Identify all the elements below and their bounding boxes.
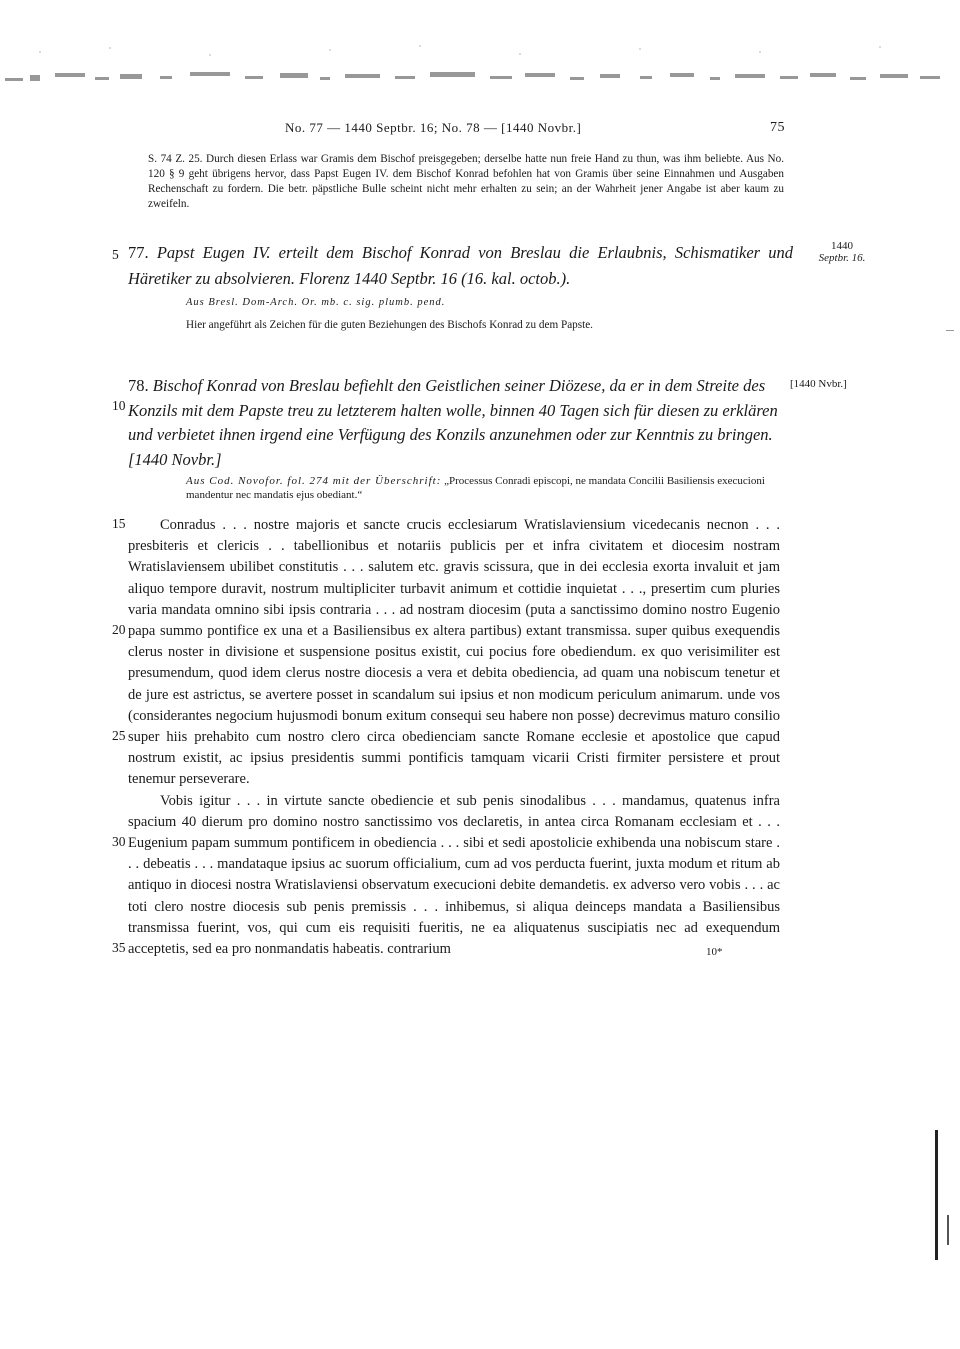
line-number-20: 20: [112, 622, 126, 637]
margin-date-77: [812, 240, 872, 264]
document-78-source: [186, 474, 786, 502]
scan-mark: [946, 330, 954, 331]
signature-mark: 10*: [706, 946, 723, 958]
line-number-25: 25: [112, 728, 126, 743]
document-78-number: 78.: [128, 376, 149, 395]
document-78-text: [128, 515, 780, 960]
introductory-note: S. 74 Z. 25. Durch diesen Erlass war Gramis dem Bischof preisgegeben; derselbe hatte nun freie Hand zu thun, was ihm beliebte. Aus No. 120 § 9 geht übrigens hervor, dass Papst Eugen IV. dem Bischof Konrad befohlen hat von Gramis über seine Einnahmen und Ausgaben Rechenschaft zu fordern. Die betr. päpstliche Bulle scheint nicht mehr erhalten zu sein; an der Wahrheit jener Angabe ist aber kaum zu zweifeln.: [148, 153, 784, 210]
line-number-5: 5: [112, 247, 119, 262]
document-77-note: Hier angeführt als Zeichen für die guten Beziehungen des Bischofs Konrad zu dem Papste.: [186, 319, 593, 331]
document-78-paragraph-1: Conradus . . . nostre majoris et sancte crucis ecclesiarum Wratislaviensium vicedecanis necnon . . . presbiteris et clericis . . tabellionibus et notariis publicis per et infra civitatem et diocesim nostram Wratislaviensem ubilibet constitutis . . . salutem etc. gravis scissura, que in dei ecclesia exorta invaluit et jam aliquo tempore duravit, nostrum multipliciter turbavit animum et cottidie inquietat . . ., presertim cum pluries varia mandata omnino sibi ipsis contraria . . . ad nostram diocesim (puta a sanctissimo domino nostro Eugenio papa summo pontifice ex una et a Basiliensibus ex altera partibus) extant transmissa. super quibus exequendis clerus noster in divisione et suspensione positus existit, cui pocius fore obediendum. ex quo verisimiliter est presumendum, quod idem clerus nostre diocesis a vera et debita obediencia, ad quam una nobiscum tenetur et de jure est astrictus, se avertere posset in scandalum sui ipsius et non modicum periculum animarum. unde vos (considerantes negocium hujusmodi bonum exitum consequi seu habere non posse) decrevimus maturo consilio super hiis prehabito cum nostro clero circa obedienciam sancte Romane ecclesie et apostolice que capud nostrum existit, ac ipsius presidentis summi pontificis tamquam vicarii Cristi firmiter persistere et prout tenemur perseverare.: [128, 517, 780, 788]
document-78-source-text: „Processus Conradi episcopi, ne mandata Concilii Basiliensis execucioni mandentur nec mandatis ejus obediant.“: [186, 475, 765, 501]
document-78-title: [128, 374, 783, 472]
page-number: 75: [770, 120, 785, 135]
document-77-title: [128, 240, 793, 292]
document-78-regest: Bischof Konrad von Breslau befiehlt den Geistlichen seiner Diözese, da er in dem Streite des Konzils mit dem Papste treu zu letzterem halten wolle, binnen 40 Tagen sich für diesen zu erklären und verbietet ihnen irgend eine Verfügung des Konzils anzunehmen oder zur Kenntnis zu bringen. [1440 Novbr.]: [128, 376, 778, 469]
document-78-source-lead: Aus Cod. Novofor. fol. 274 mit der Überschrift:: [186, 475, 442, 487]
document-77-source: Aus Bresl. Dom-Arch. Or. mb. c. sig. plumb. pend.: [186, 297, 446, 308]
running-title: No. 77 — 1440 Septbr. 16; No. 78 — [1440 Novbr.]: [285, 120, 582, 135]
line-number-15: 15: [112, 516, 126, 531]
scan-edge-mark-small: [947, 1215, 949, 1245]
document-77-regest: Papst Eugen IV. erteilt dem Bischof Konrad von Breslau die Erlaubnis, Schismatiker und Häretiker zu absolvieren. Florenz 1440 Septbr. 16 (16. kal. octob.).: [128, 243, 794, 288]
scan-edge-mark: [935, 1130, 938, 1260]
scan-noise-band: [0, 40, 960, 110]
line-number-35: 35: [112, 940, 126, 955]
margin-day-77: Septbr. 16.: [818, 252, 866, 264]
line-number-10: 10: [112, 398, 126, 413]
running-header: [285, 120, 785, 136]
margin-date-78: [1440 Nvbr.]: [790, 378, 847, 390]
document-78-paragraph-2: Vobis igitur . . . in virtute sancte obediencie et sub penis sinodalibus . . . mandamus, quatenus infra spacium 40 dierum pro domino nostro sanctissimo vos declaretis, in antea circa Romanam ecclesiam et . . . Eugenium papam summum pontificem in obediencia . . . sibi et sedi apostolicie exhibenda una nobiscum stare . . . debeatis . . . mandataque ipsius ac suorum officialium, cum ad vos perducta fuerint, juxta modum et ritum ab antiquo in diocesi nostra Wratislaviensi observatum execucioni debite demandetis. ex adverso vero vobis . . . ac toti clero nostre diocesis sub penis premissis . . . inhibemus, si aliqua deinceps mandata a Basiliensibus transmissa fuerint, vos, qui cum eis requisiti fueritis, ne ea aliquatenus suscipiatis nec ad exequendum acceptetis, sed ea pro nonmandatis habeatis. contrarium: [128, 792, 780, 958]
document-77-number: 77.: [128, 243, 149, 262]
line-number-30: 30: [112, 834, 126, 849]
margin-year-77: 1440: [831, 240, 853, 252]
